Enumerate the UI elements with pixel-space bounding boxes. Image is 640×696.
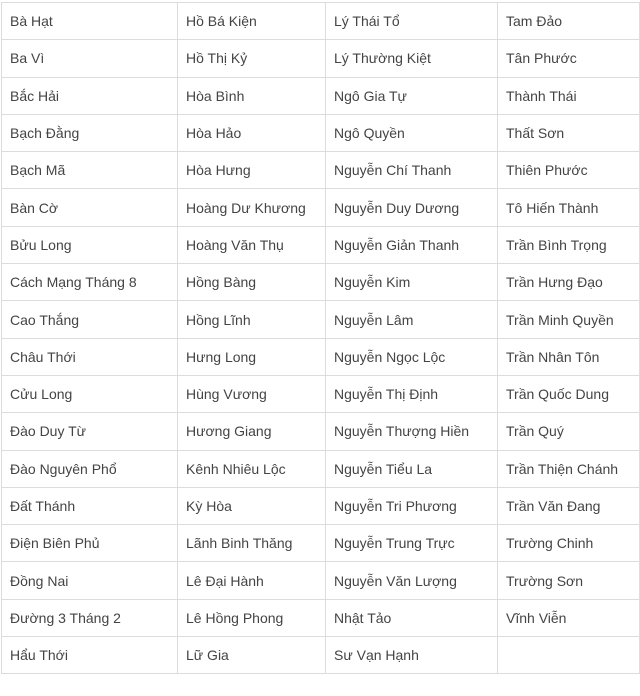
table-cell: Thiên Phước	[498, 152, 640, 189]
table-cell: Đường 3 Tháng 2	[2, 599, 178, 636]
table-cell: Hồ Bá Kiện	[178, 3, 326, 40]
table-cell: Trần Hưng Đạo	[498, 264, 640, 301]
table-row	[2, 375, 640, 412]
table-cell: Hùng Vương	[178, 375, 326, 412]
table-cell: Hẩu Thới	[2, 637, 178, 674]
table-cell: Lãnh Binh Thăng	[178, 525, 326, 562]
table-cell: Cách Mạng Tháng 8	[2, 264, 178, 301]
table-row	[2, 562, 640, 599]
table-row	[2, 450, 640, 487]
table-cell: Lê Hồng Phong	[178, 599, 326, 636]
table-cell: Cao Thắng	[2, 301, 178, 338]
table-cell: Hoàng Văn Thụ	[178, 226, 326, 263]
table-cell: Trần Thiện Chánh	[498, 450, 640, 487]
table-cell: Đào Duy Từ	[2, 413, 178, 450]
table-cell: Kênh Nhiêu Lộc	[178, 450, 326, 487]
table-cell: Nguyễn Lâm	[326, 301, 498, 338]
table-cell: Tân Phước	[498, 40, 640, 77]
table-row	[2, 301, 640, 338]
table-cell: Thành Thái	[498, 77, 640, 114]
table-cell: Điện Biên Phủ	[2, 525, 178, 562]
table-cell: Trần Minh Quyền	[498, 301, 640, 338]
street-name-table	[1, 2, 640, 674]
table-cell: Trần Quốc Dung	[498, 375, 640, 412]
table-row	[2, 114, 640, 151]
table-cell: Hưng Long	[178, 338, 326, 375]
table-cell: Trường Chinh	[498, 525, 640, 562]
table-cell: Bửu Long	[2, 226, 178, 263]
table-row	[2, 3, 640, 40]
table-cell: Lê Đại Hành	[178, 562, 326, 599]
table-cell: Nguyễn Thượng Hiền	[326, 413, 498, 450]
table-cell: Lữ Gia	[178, 637, 326, 674]
table-cell: Hoàng Dư Khương	[178, 189, 326, 226]
table-cell: Nguyễn Giản Thanh	[326, 226, 498, 263]
table-cell: Nguyễn Tiểu La	[326, 450, 498, 487]
table-body	[2, 3, 640, 674]
table-cell: Tô Hiến Thành	[498, 189, 640, 226]
table-cell: Hồng Lĩnh	[178, 301, 326, 338]
table-cell: Bạch Đằng	[2, 114, 178, 151]
table-cell: Trần Bình Trọng	[498, 226, 640, 263]
table-cell: Trường Sơn	[498, 562, 640, 599]
table-row	[2, 525, 640, 562]
table-cell: Trần Nhân Tôn	[498, 338, 640, 375]
table-cell: Nguyễn Kim	[326, 264, 498, 301]
table-row	[2, 599, 640, 636]
table-cell: Sư Vạn Hạnh	[326, 637, 498, 674]
table-row	[2, 40, 640, 77]
table-row	[2, 226, 640, 263]
table-cell: Nguyễn Duy Dương	[326, 189, 498, 226]
table-cell: Hương Giang	[178, 413, 326, 450]
table-cell: Trần Quý	[498, 413, 640, 450]
table-cell: Tam Đảo	[498, 3, 640, 40]
table-cell: Hòa Bình	[178, 77, 326, 114]
table-cell	[498, 637, 640, 674]
table-row	[2, 77, 640, 114]
table-cell: Đào Nguyên Phổ	[2, 450, 178, 487]
table-row	[2, 413, 640, 450]
table-cell: Nguyễn Chí Thanh	[326, 152, 498, 189]
table-cell: Ba Vì	[2, 40, 178, 77]
table-cell: Ngô Quyền	[326, 114, 498, 151]
table-cell: Bà Hạt	[2, 3, 178, 40]
table-row	[2, 637, 640, 674]
table-cell: Thất Sơn	[498, 114, 640, 151]
table-cell: Nguyễn Thị Định	[326, 375, 498, 412]
table-cell: Nguyễn Trung Trực	[326, 525, 498, 562]
table-cell: Nguyễn Ngọc Lộc	[326, 338, 498, 375]
table-cell: Hòa Hảo	[178, 114, 326, 151]
table-cell: Lý Thường Kiệt	[326, 40, 498, 77]
table-cell: Bàn Cờ	[2, 189, 178, 226]
table-row	[2, 189, 640, 226]
table-cell: Châu Thới	[2, 338, 178, 375]
table-row	[2, 264, 640, 301]
table-cell: Đồng Nai	[2, 562, 178, 599]
table-cell: Bạch Mã	[2, 152, 178, 189]
table-cell: Đất Thánh	[2, 487, 178, 524]
table-cell: Ngô Gia Tự	[326, 77, 498, 114]
table-row	[2, 152, 640, 189]
table-cell: Hòa Hưng	[178, 152, 326, 189]
table-cell: Trần Văn Đang	[498, 487, 640, 524]
table-row	[2, 487, 640, 524]
table-cell: Nguyễn Văn Lượng	[326, 562, 498, 599]
table-row	[2, 338, 640, 375]
table-cell: Hồng Bàng	[178, 264, 326, 301]
table-cell: Kỳ Hòa	[178, 487, 326, 524]
table-cell: Hồ Thị Kỷ	[178, 40, 326, 77]
table-cell: Nhật Tảo	[326, 599, 498, 636]
table-cell: Vĩnh Viễn	[498, 599, 640, 636]
table-cell: Cửu Long	[2, 375, 178, 412]
table-cell: Lý Thái Tổ	[326, 3, 498, 40]
table-cell: Bắc Hải	[2, 77, 178, 114]
table-cell: Nguyễn Tri Phương	[326, 487, 498, 524]
